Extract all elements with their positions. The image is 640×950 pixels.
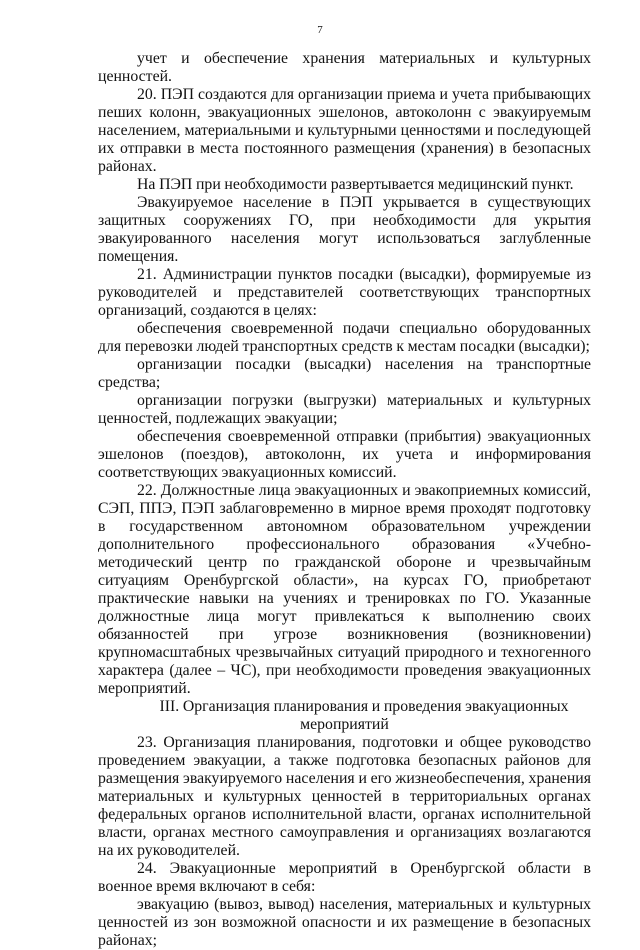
paragraph-item-22: 22. Должностные лица эвакуационных и эвакоприемных комиссий, СЭП, ППЭ, ПЭП заблаговременно в мирное время проходят подготовку в государственном автономном образовательном учреждении дополнительного профессионального образования «Учебно-методический центр по гражданской обороне и чрезвычайным ситуациям Оренбургской области», на курсах ГО, приобретают практические навыки на учениях и тренировках по ГО. Указанные должностные лица могут привлекаться к выполнению своих обязанностей при угрозе возникновения (возникновении) крупномасштабных чрезвычайных ситуаций природного и техногенного характера (далее – ЧС), при необходимости проведения эвакуационных мероприятий. — [98, 482, 591, 697]
paragraph-shelter: Эвакуируемое население в ПЭП укрывается в существующих защитных сооружениях ГО, при необходимости для укрытия эвакуированного населения могут использоваться заглубленные помещения. — [98, 194, 591, 265]
section-heading: III. Организация планирования и проведения эвакуационных мероприятий — [159, 698, 569, 733]
paragraph-item-21: 21. Администрации пунктов посадки (высадки), формируемые из руководителей и представителей соответствующих транспортных организаций, создаются в целях: — [98, 266, 591, 319]
paragraph-continuation: учет и обеспечение хранения материальных и культурных ценностей. — [98, 50, 591, 85]
paragraph-purpose-3: организации погрузки (выгрузки) материальных и культурных ценностей, подлежащих эвакуации; — [98, 392, 591, 427]
paragraph-purpose-4: обеспечения своевременной отправки (прибытия) эвакуационных эшелонов (поездов), автоколонн, их учета и информирования соответствующих эвакуационных комиссий. — [98, 428, 591, 481]
paragraph-item-23: 23. Организация планирования, подготовки и общее руководство проведением эвакуации, а также подготовка безопасных районов для размещения эвакуируемого населения и его жизнеобеспечения, хранения материальных и культурных ценностей в территориальных органах федеральных органов исполнительной власти, органах исполнительной власти, органах местного самоуправления и организациях возлагаются на их руководителей. — [98, 734, 591, 859]
paragraph-item-20: 20. ПЭП создаются для организации приема и учета прибывающих пеших колонн, эвакуационных эшелонов, автоколонн с эвакуируемым населением, материальными и культурными ценностями и последующей их отправки в места постоянного размещения (хранения) в безопасных районах. — [98, 86, 591, 175]
document-body — [98, 50, 591, 950]
page-number: 7 — [317, 24, 323, 36]
paragraph-evacuation: эвакуацию (вывоз, вывод) населения, материальных и культурных ценностей из зон возможной опасности и их размещение в безопасных районах; — [98, 896, 591, 949]
paragraph-item-24: 24. Эвакуационные мероприятий в Оренбургской области в военное время включают в себя: — [98, 860, 591, 895]
paragraph-medical-point: На ПЭП при необходимости развертывается медицинский пункт. — [137, 176, 574, 193]
paragraph-purpose-2: организации посадки (высадки) населения на транспортные средства; — [98, 356, 591, 391]
paragraph-purpose-1: обеспечения своевременной подачи специально оборудованных для перевозки людей транспортных средств к местам посадки (высадки); — [98, 320, 591, 355]
